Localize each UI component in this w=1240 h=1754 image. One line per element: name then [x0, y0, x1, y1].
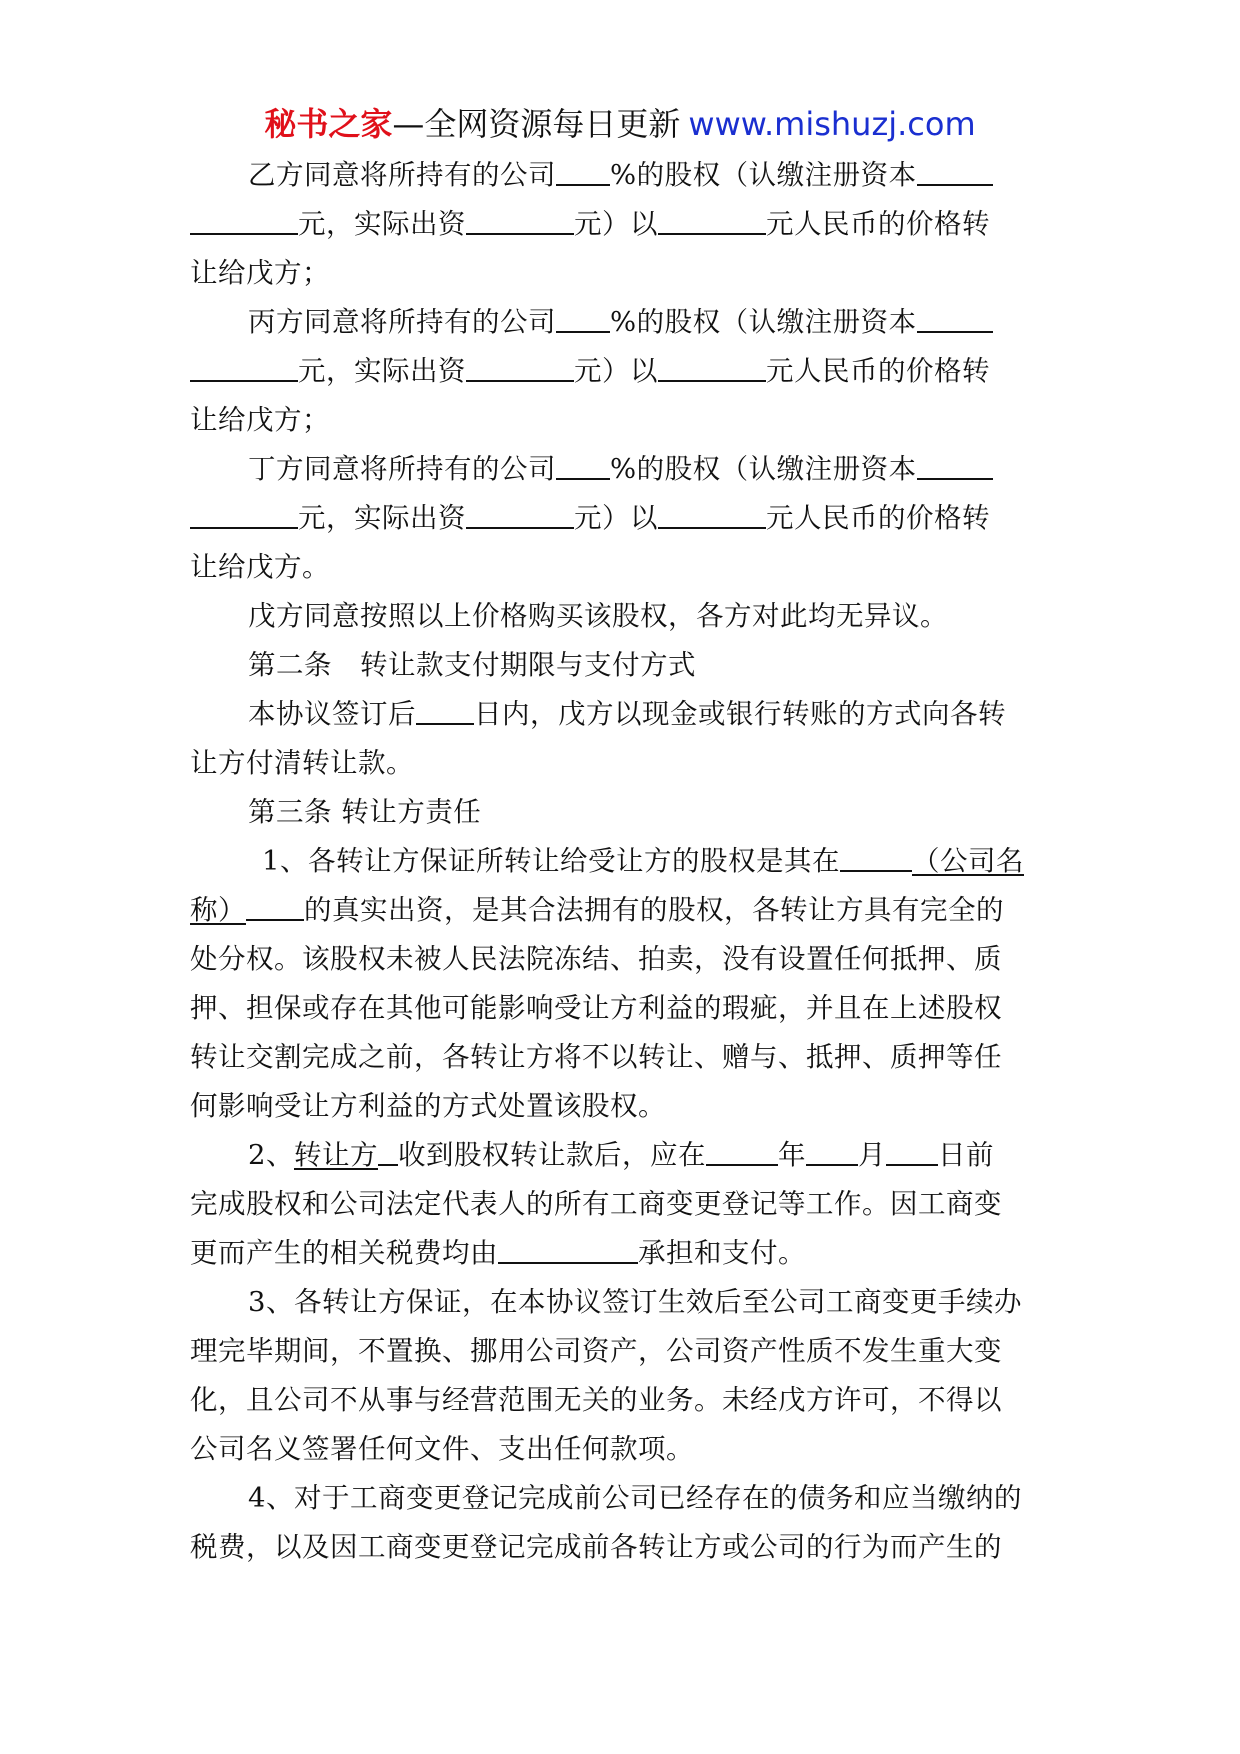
blank-field[interactable] [466, 497, 574, 529]
clause-ding-line-3: 让给戊方。 [190, 551, 330, 583]
article-3-p1-line-2: 称） 的真实出资，是其合法拥有的股权，各转让方具有完全的 [190, 886, 1060, 935]
article-3-p1-line-5: 转让交割完成之前，各转让方将不以转让、赠与、抵押、质押等任 [190, 1041, 1002, 1073]
article-3-p2-line-1: 2、转让方 收到股权转让款后，应在 年 月 日前 [190, 1131, 1060, 1180]
article-3-p1-line-3: 处分权。该股权未被人民法院冻结、拍卖，没有设置任何抵押、质 [190, 943, 1002, 975]
blank-field[interactable] [658, 350, 766, 382]
article-3-p4-line-1: 4、对于工商变更登记完成前公司已经存在的债务和应当缴纳的 [248, 1482, 1022, 1514]
blank-field[interactable] [498, 1232, 638, 1264]
blank-field[interactable] [466, 350, 574, 382]
clause-wu-agree: 戊方同意按照以上价格购买该股权，各方对此均无异议。 [248, 600, 948, 632]
article-2-title: 第二条 转让款支付期限与支付方式 [248, 649, 696, 681]
article-3-p1-line-6: 何影响受让方利益的方式处置该股权。 [190, 1090, 666, 1122]
blank-field[interactable] [190, 497, 298, 529]
blank-field[interactable] [556, 448, 610, 480]
blank-field[interactable] [190, 203, 298, 235]
article-2-line-1: 本协议签订后 日内，戊方以现金或银行转账的方式向各转 [190, 690, 1060, 739]
clause-ding-line-1: 丁方同意将所持有的公司 %的股权（认缴注册资本 [190, 445, 1060, 494]
agreement-body [190, 151, 1060, 1572]
site-slogan: —全网资源每日更新 [392, 105, 681, 143]
article-3-p1-line-4: 押、担保或存在其他可能影响受让方利益的瑕疵，并且在上述股权 [190, 992, 1002, 1024]
article-3-p3-line-3: 化，且公司不从事与经营范围无关的业务。未经戊方许可，不得以 [190, 1384, 1002, 1416]
article-3-p1-line-1: 1、各转让方保证所转让给受让方的股权是其在 （公司名 [190, 837, 1060, 886]
clause-yi-line-3: 让给戊方； [190, 257, 330, 289]
blank-field[interactable] [917, 448, 993, 480]
site-header [0, 102, 1240, 146]
blank-field[interactable] [917, 154, 993, 186]
clause-bing-line-2: 元，实际出资 元）以 元人民币的价格转 [190, 347, 1060, 396]
month-blank[interactable] [806, 1134, 858, 1166]
blank-field[interactable] [658, 497, 766, 529]
day-blank[interactable] [886, 1134, 938, 1166]
article-2-line-2: 让方付清转让款。 [190, 747, 414, 779]
article-3-p2-line-3: 更而产生的相关税费均由 承担和支付。 [190, 1229, 1060, 1278]
blank-field[interactable] [840, 840, 912, 872]
article-3-p2-line-2: 完成股权和公司法定代表人的所有工商变更登记等工作。因工商变 [190, 1188, 1002, 1220]
blank-field[interactable] [658, 203, 766, 235]
article-3-p3-line-2: 理完毕期间，不置换、挪用公司资产，公司资产性质不发生重大变 [190, 1335, 1002, 1367]
blank-field[interactable] [378, 1136, 398, 1166]
year-blank[interactable] [706, 1134, 778, 1166]
article-3-p4-line-2: 税费，以及因工商变更登记完成前各转让方或公司的行为而产生的 [190, 1531, 1002, 1563]
article-3-p3-line-1: 3、各转让方保证，在本协议签订生效后至公司工商变更手续办 [248, 1286, 1022, 1318]
article-3-p3-line-4: 公司名义签署任何文件、支出任何款项。 [190, 1433, 694, 1465]
clause-ding-line-2: 元，实际出资 元）以 元人民币的价格转 [190, 494, 1060, 543]
article-3-title: 第三条 转让方责任 [248, 796, 482, 828]
blank-field[interactable] [466, 203, 574, 235]
clause-bing-line-1: 丙方同意将所持有的公司 %的股权（认缴注册资本 [190, 298, 1060, 347]
blank-field[interactable] [416, 693, 474, 725]
blank-field[interactable] [556, 154, 610, 186]
blank-field[interactable] [246, 889, 304, 921]
clause-yi-line-2: 元，实际出资 元）以 元人民币的价格转 [190, 200, 1060, 249]
blank-field[interactable] [917, 301, 993, 333]
site-url-link[interactable]: www.mishuzj.com [688, 105, 976, 143]
site-brand: 秘书之家 [264, 105, 393, 143]
blank-field[interactable] [190, 350, 298, 382]
blank-field[interactable] [556, 301, 610, 333]
clause-yi-line-1: 乙方同意将所持有的公司 %的股权（认缴注册资本 [190, 151, 1060, 200]
clause-bing-line-3: 让给戊方； [190, 404, 330, 436]
